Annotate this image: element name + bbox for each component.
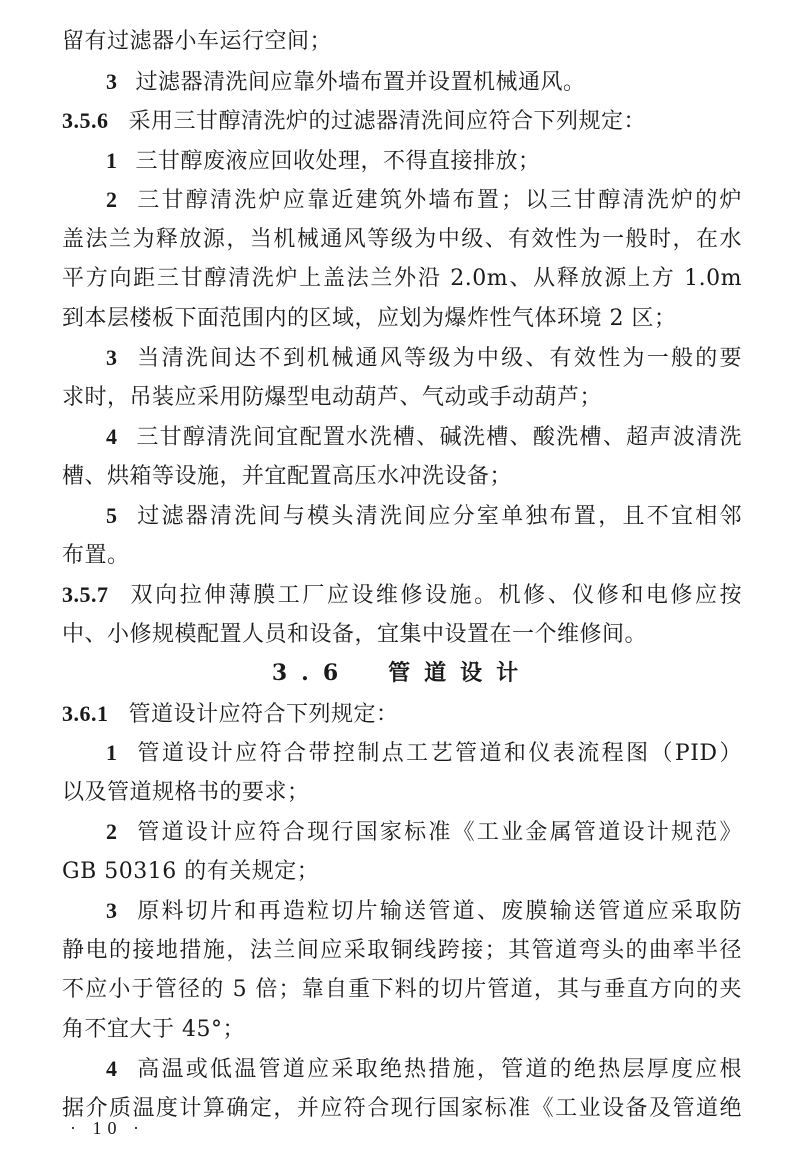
text-line — [62, 773, 742, 813]
text-line — [62, 970, 742, 1010]
clause-number: 3.5.6 — [62, 108, 109, 133]
line-text: 高温或低温管道应采取绝热措施，管道的绝热层厚度应根 — [135, 1057, 742, 1082]
line-text: 三甘醇废液应回收处理，不得直接排放； — [135, 148, 541, 174]
item-number: 4 — [106, 424, 118, 449]
item-number: 2 — [106, 187, 118, 212]
text-line — [62, 180, 742, 220]
line-text: 双向拉伸薄膜工厂应设维修设施。机修、仪修和电修应按 — [128, 583, 742, 608]
item-number: 1 — [106, 147, 118, 173]
item-number: 3 — [106, 898, 118, 923]
line-text: 槽、烘箱等设施，并宜配置高压水冲洗设备； — [62, 463, 513, 489]
text-line — [62, 457, 742, 497]
line-text: 采用三甘醇清洗炉的过滤器清洗间应符合下列规定： — [128, 109, 647, 134]
text-line — [62, 496, 742, 536]
line-text: 平方向距三甘醇清洗炉上盖法兰外沿 2.0m、从释放源上方 1.0m — [62, 266, 742, 291]
page-number: · 10 · — [70, 1118, 145, 1138]
line-text: 管道设计应符合下列规定： — [128, 701, 399, 727]
text-line — [62, 378, 742, 418]
item-number: 3 — [106, 345, 118, 370]
line-text: 管道设计应符合带控制点工艺管道和仪表流程图（PID） — [135, 741, 742, 766]
document-body — [62, 22, 742, 1128]
line-text: 当清洗间达不到机械通风等级为中级、有效性为一般的要 — [135, 346, 742, 371]
line-text: GB 50316 的有关规定； — [62, 858, 320, 884]
text-line — [62, 220, 742, 260]
line-text: 以及管道规格书的要求； — [62, 779, 310, 805]
text-line — [62, 1089, 742, 1129]
text-line — [62, 1049, 742, 1089]
text-line — [62, 812, 742, 852]
line-text: 管道设计应符合现行国家标准《工业金属管道设计规范》 — [135, 820, 742, 845]
line-text: 过滤器清洗间应靠外墙布置并设置机械通风。 — [135, 69, 586, 95]
line-text: 角不宜大于 45°； — [62, 1016, 245, 1042]
text-line — [62, 852, 742, 892]
text-line — [62, 694, 742, 734]
line-text: 不应小于管径的 5 倍；靠自重下料的切片管道，其与垂直方向的夹 — [62, 977, 742, 1002]
text-line — [62, 575, 742, 615]
text-line — [62, 417, 742, 457]
item-number: 3 — [106, 68, 118, 94]
line-text: 求时，吊装应采用防爆型电动葫芦、气动或手动葫芦； — [62, 384, 603, 410]
text-line — [62, 338, 742, 378]
text-line — [62, 101, 742, 141]
line-text: 过滤器清洗间与模头清洗间应分室单独布置，且不宜相邻 — [135, 504, 742, 529]
item-number: 2 — [106, 819, 118, 844]
clause-number: 3.5.7 — [62, 582, 109, 607]
line-text: 三甘醇清洗间宜配置水洗槽、碱洗槽、酸洗槽、超声波清洗 — [135, 425, 742, 450]
line-text: 盖法兰为释放源，当机械通风等级为中级、有效性为一般时，在水 — [62, 226, 742, 252]
text-line — [62, 141, 742, 181]
text-line — [62, 259, 742, 299]
text-line — [62, 891, 742, 931]
text-line — [62, 536, 742, 576]
text-line — [62, 615, 742, 655]
text-line — [62, 733, 742, 773]
line-text: 原料切片和再造粒切片输送管道、废膜输送管道应采取防 — [135, 899, 742, 924]
text-line — [62, 62, 742, 102]
text-line — [62, 1010, 742, 1050]
line-text: 静电的接地措施，法兰间应采取铜线跨接；其管道弯头的曲率半径 — [62, 937, 742, 963]
line-text: 三甘醇清洗炉应靠近建筑外墙布置；以三甘醇清洗炉的炉 — [135, 188, 742, 213]
item-number: 5 — [106, 503, 118, 528]
text-line — [62, 299, 742, 339]
line-text: 布置。 — [62, 542, 130, 568]
text-line — [62, 931, 742, 971]
item-number: 1 — [106, 740, 118, 765]
line-text: 留有过滤器小车运行空间； — [62, 29, 333, 54]
line-text: 中、小修规模配置人员和设备，宜集中设置在一个维修间。 — [62, 621, 648, 647]
line-text: 到本层楼板下面范围内的区域，应划为爆炸性气体环境 2 区； — [62, 305, 677, 331]
clause-number: 3.6.1 — [62, 700, 109, 726]
text-line — [62, 22, 742, 62]
item-number: 4 — [106, 1056, 118, 1081]
section-heading: 3.6 管道设计 — [271, 660, 533, 686]
line-text: 据介质温度计算确定，并应符合现行国家标准《工业设备及管道绝 — [62, 1095, 742, 1121]
